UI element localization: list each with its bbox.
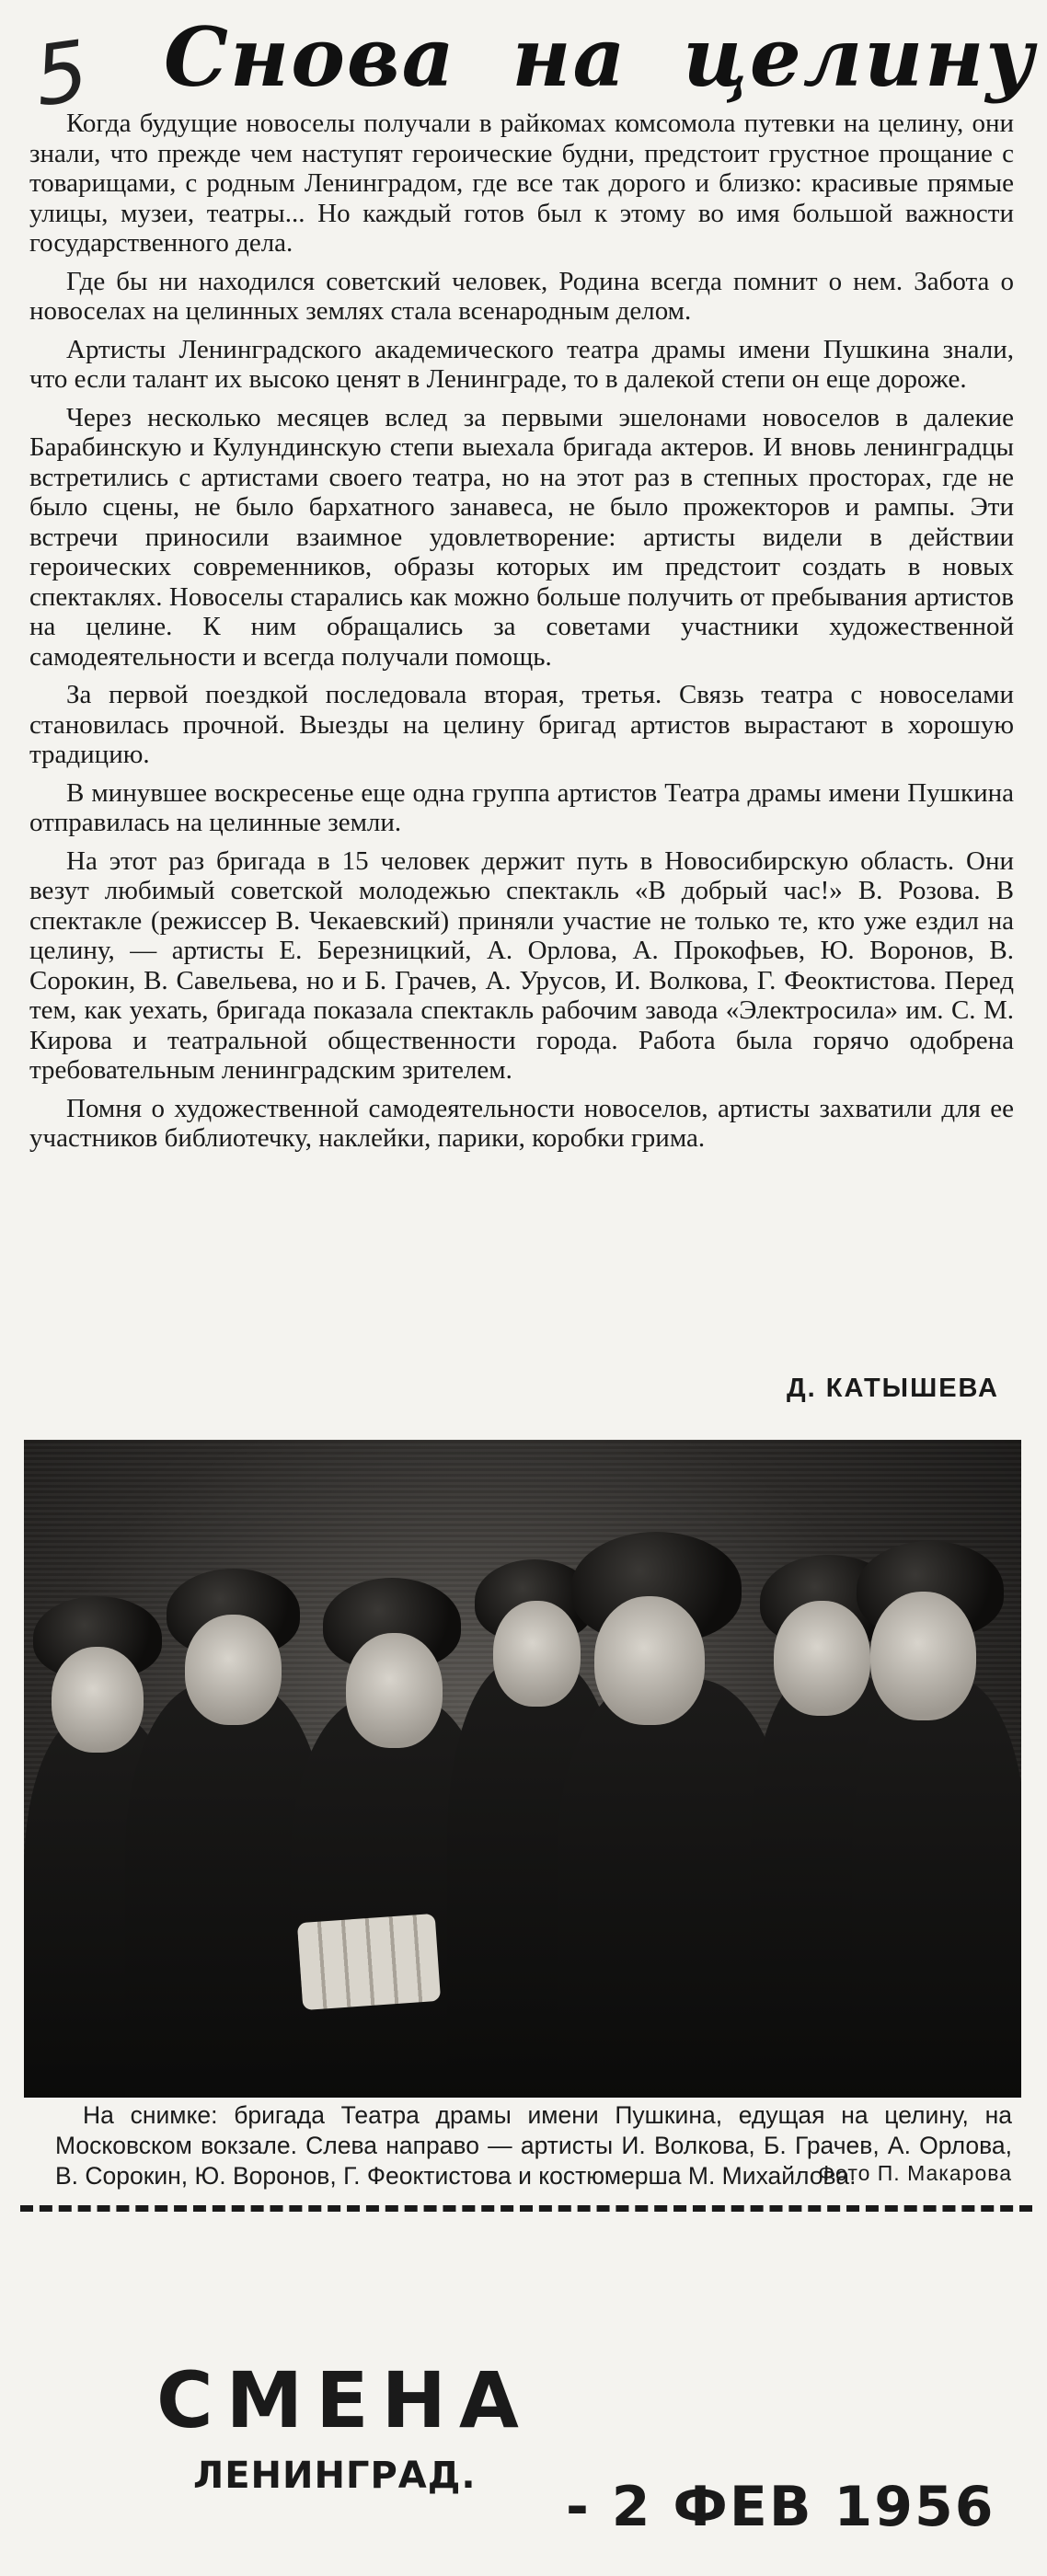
clipping-divider (20, 2205, 1032, 2212)
article-headline: Снова на целину (164, 9, 1036, 105)
article-body (29, 109, 1014, 1162)
newspaper-stamp-city: ЛЕНИНГРАД. (193, 2455, 477, 2497)
article-paragraph: Помня о художественной самодеятельности новоселов, артисты захватили для ее участников библиотечку, наклейки, парики, коробки грима. (29, 1093, 1014, 1153)
newspaper-stamp-date: - 2 ФЕВ 1956 (566, 2475, 995, 2539)
wrapped-bundle (297, 1914, 441, 2010)
photo-caption: На снимке: бригада Театра драмы имени Пушкина, едущая на целину, на Московском вокзале. Слева направо — артисты И. Волкова, Б. Грачев, А. Орлова, В. Сорокин, Ю. Воронов, Г. Феоктистова и костюмерша М. Михайлова. (55, 2101, 1012, 2190)
article-paragraph: За первой поездкой последовала вторая, третья. Связь театра с новоселами становилась прочной. Выезды на целину бригад артистов вырастают в хорошую традицию. (29, 680, 1014, 769)
group-photo (24, 1440, 1021, 2098)
handwritten-number: 5 (28, 22, 95, 126)
article-paragraph: В минувшее воскресенье еще одна группа артистов Театра драмы имени Пушкина отправилась на целинные земли. (29, 777, 1014, 837)
newspaper-stamp-title: СМЕНА (156, 2355, 532, 2445)
article-paragraph: Когда будущие новоселы получали в райкомах комсомола путевки на целину, они знали, что прежде чем наступят героические будни, предстоит грустное прощание с товарищами, с родным Ленинградом, где все так дорого и близко: красивые прямые улицы, музеи, театры... Но каждый готов был к этому во имя большой важности государственного дела. (29, 109, 1014, 258)
article-paragraph: Где бы ни находился советский человек, Родина всегда помнит о нем. Забота о новоселах на целинных землях стала всенародным делом. (29, 266, 1014, 326)
author-byline: Д. КАТЫШЕВА (786, 1374, 999, 1403)
article-paragraph: Артисты Ленинградского академического театра драмы имени Пушкина знали, что если талант их высоко ценят в Ленинграде, то в далекой степи он еще дороже. (29, 334, 1014, 394)
photo-credit: Фото П. Макарова (818, 2161, 1012, 2185)
article-paragraph: Через несколько месяцев вслед за первыми эшелонами новоселов в далекие Барабинскую и Кулундинскую степи выехала бригада актеров. И вновь ленинградцы встретились с артистами своего театра, но на этот раз в степных просторах, где не было сцены, не было бархатного занавеса, не было прожекторов и рампы. Эти встречи приносили взаимное удовлетворение: артисты видели в действии героических современников, образы которых им предстоит создать в новых спектаклях. Новоселы старались как можно больше получить от пребывания артистов на целине. К ним обращались за советами участники художественной самодеятельности и всегда получали помощь. (29, 402, 1014, 672)
article-paragraph: На этот раз бригада в 15 человек держит путь в Новосибирскую область. Они везут любимый советской молодежью спектакль «В добрый час!» В. Розова. В спектакле (режиссер В. Чекаевский) приняли участие не только те, кто уже ездил на целину, — артисты Е. Березницкий, А. Орлова, А. Прокофьев, Ю. Воронов, В. Сорокин, В. Савельева, но и Б. Грачев, А. Урусов, И. Волкова, Г. Феоктистова. Перед тем, как уехать, бригада показала спектакль рабочим завода «Электросила» им. С. М. Кирова и театральной общественности города. Работа была горячо одобрена требовательным ленинградским зрителем. (29, 845, 1014, 1085)
